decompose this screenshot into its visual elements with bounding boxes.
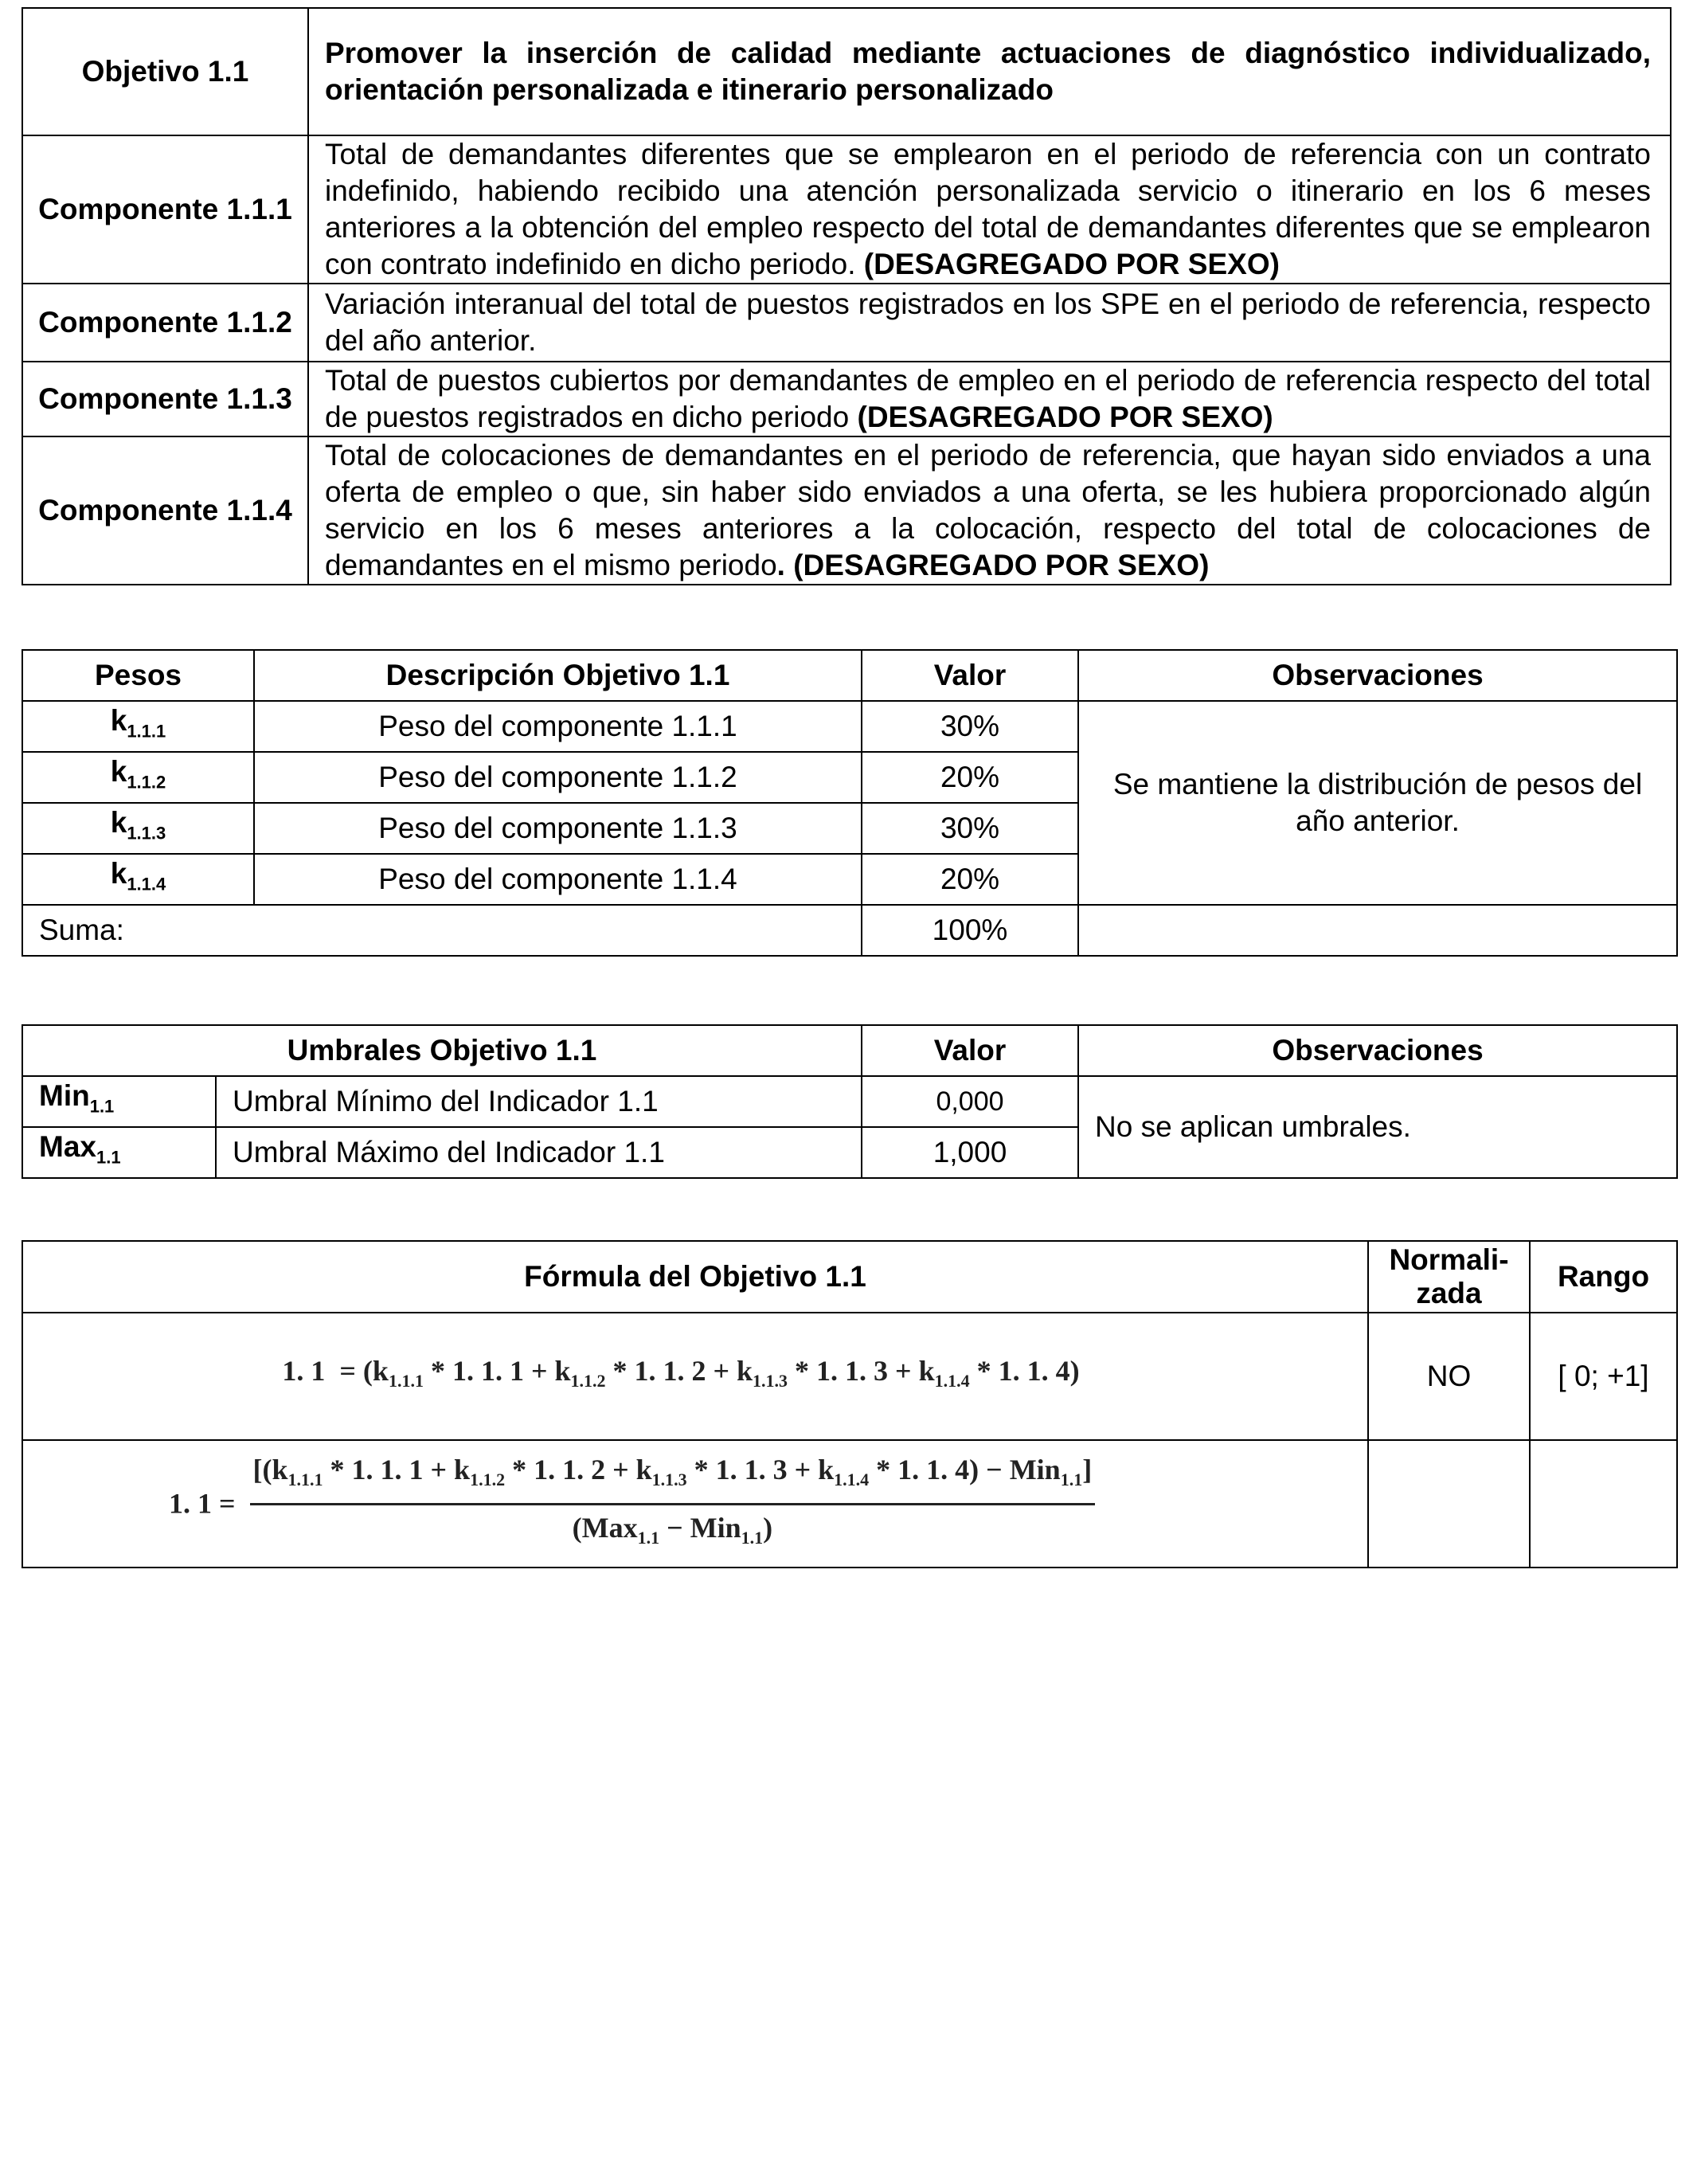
formula-k-sub: 1.1.4 bbox=[934, 1371, 970, 1391]
formula-k-sub: 1.1.2 bbox=[470, 1470, 506, 1490]
threshold-symbol-text: Max bbox=[39, 1130, 96, 1164]
formula-lhs: 1. 1 bbox=[282, 1355, 326, 1388]
formula-min: Min bbox=[1009, 1454, 1061, 1486]
objective-table bbox=[22, 7, 1671, 585]
formula-term: * 1. 1. 3 + bbox=[686, 1454, 819, 1486]
weight-symbol-sub: 1.1.2 bbox=[127, 772, 166, 793]
weights-table bbox=[22, 649, 1678, 957]
formula-k-sub: 1.1.2 bbox=[570, 1371, 606, 1391]
weight-symbol-sub: 1.1.4 bbox=[127, 874, 166, 894]
formula-k: k bbox=[918, 1355, 935, 1388]
thresholds-header-row bbox=[22, 1025, 1677, 1076]
formula-table bbox=[22, 1240, 1678, 1568]
formula-term: * 1. 1. 1 + bbox=[423, 1355, 555, 1388]
formula-min-sub: 1.1 bbox=[1060, 1470, 1083, 1490]
formula-numerator bbox=[250, 1452, 1096, 1505]
weight-symbol-k: k bbox=[110, 806, 127, 840]
thresholds-observation: No se aplican umbrales. bbox=[1078, 1076, 1677, 1178]
weights-header: Pesos bbox=[22, 650, 254, 701]
formula-k-sub: 1.1.3 bbox=[651, 1470, 687, 1490]
formula-k: k bbox=[372, 1355, 389, 1388]
weight-value: 20% bbox=[862, 752, 1078, 803]
formula-term: * 1. 1. 4) − bbox=[869, 1454, 1010, 1486]
formula-expression bbox=[282, 1355, 1080, 1391]
formula-cell bbox=[22, 1440, 1368, 1568]
formula-term: * 1. 1. 4) bbox=[969, 1355, 1080, 1388]
threshold-symbol-text: Min bbox=[39, 1079, 90, 1113]
component-note: (DESAGREGADO POR SEXO) bbox=[863, 248, 1280, 280]
formula-bracket: ) bbox=[763, 1511, 773, 1544]
formula-normalized-row bbox=[22, 1440, 1677, 1568]
formula-term: − bbox=[659, 1511, 690, 1544]
objective-title: Promover la inserción de calidad mediante actuaciones de diagnóstico individualizado, orientación personalizada e itinerario personalizado bbox=[308, 8, 1671, 135]
weight-description: Peso del componente 1.1.3 bbox=[254, 803, 862, 854]
component-text: Total de puestos cubiertos por demandantes de empleo en el periodo de referencia respecto del total de puestos registrados en dicho periodo bbox=[325, 364, 1651, 433]
thresholds-table bbox=[22, 1024, 1678, 1179]
weight-row bbox=[22, 701, 1677, 752]
formula-normalized-expression bbox=[169, 1454, 1095, 1548]
weights-header: Observaciones bbox=[1078, 650, 1677, 701]
component-text: Total de demandantes diferentes que se emplearon en el periodo de referencia con un contrato indefinido, habiendo recibido una atención personalizada servicio o itinerario en los 6 meses anteriores a la obtención del empleo respecto del total de demandantes diferentes que se emplearon con contrato indefinido en dicho periodo. bbox=[325, 138, 1651, 280]
component-description bbox=[308, 135, 1671, 284]
formula-normalized-empty bbox=[1368, 1440, 1530, 1568]
weight-value: 30% bbox=[862, 803, 1078, 854]
formula-k: k bbox=[818, 1454, 835, 1486]
formula-term: * 1. 1. 2 + bbox=[605, 1355, 737, 1388]
formula-bracket: ( bbox=[572, 1511, 582, 1544]
formula-cell bbox=[22, 1313, 1368, 1440]
threshold-symbol-sub: 1.1 bbox=[96, 1147, 121, 1168]
threshold-description: Umbral Mínimo del Indicador 1.1 bbox=[216, 1076, 862, 1127]
weight-symbol-k: k bbox=[110, 857, 127, 890]
formula-range-empty bbox=[1530, 1440, 1677, 1568]
formula-k-sub: 1.1.4 bbox=[834, 1470, 870, 1490]
weights-sum-empty bbox=[1078, 905, 1677, 956]
component-label: Componente 1.1.3 bbox=[22, 362, 308, 436]
weights-sum-row bbox=[22, 905, 1677, 956]
weights-observation: Se mantiene la distribución de pesos del año anterior. bbox=[1078, 701, 1677, 905]
weight-description: Peso del componente 1.1.1 bbox=[254, 701, 862, 752]
component-label: Componente 1.1.1 bbox=[22, 135, 308, 284]
weight-symbol-k: k bbox=[110, 755, 127, 789]
weight-symbol-sub: 1.1.1 bbox=[127, 721, 166, 742]
weights-header: Valor bbox=[862, 650, 1078, 701]
formula-k-sub: 1.1.1 bbox=[287, 1470, 323, 1490]
component-row bbox=[22, 284, 1671, 362]
weight-description: Peso del componente 1.1.4 bbox=[254, 854, 862, 905]
formula-k-sub: 1.1.1 bbox=[388, 1371, 424, 1391]
threshold-description: Umbral Máximo del Indicador 1.1 bbox=[216, 1127, 862, 1178]
formula-range: [ 0; +1] bbox=[1530, 1313, 1677, 1440]
threshold-symbol-sub: 1.1 bbox=[89, 1096, 115, 1117]
objective-row bbox=[22, 8, 1671, 135]
threshold-value: 0,000 bbox=[862, 1076, 1078, 1127]
weight-value: 30% bbox=[862, 701, 1078, 752]
threshold-symbol bbox=[22, 1127, 216, 1178]
component-label: Componente 1.1.4 bbox=[22, 436, 308, 585]
component-label: Componente 1.1.2 bbox=[22, 284, 308, 362]
formula-eq: = ( bbox=[339, 1355, 373, 1388]
formula-normalized: NO bbox=[1368, 1313, 1530, 1440]
formula-term: * 1. 1. 2 + bbox=[505, 1454, 636, 1486]
formula-bracket: ] bbox=[1082, 1454, 1093, 1486]
weight-symbol-sub: 1.1.3 bbox=[127, 823, 166, 843]
objective-label: Objetivo 1.1 bbox=[22, 8, 308, 135]
threshold-row bbox=[22, 1076, 1677, 1127]
component-row bbox=[22, 135, 1671, 284]
formula-k: k bbox=[737, 1355, 753, 1388]
threshold-symbol bbox=[22, 1076, 216, 1127]
formula-max: Max bbox=[581, 1511, 638, 1544]
formula-term: * 1. 1. 3 + bbox=[788, 1355, 919, 1388]
formula-header-row bbox=[22, 1241, 1677, 1313]
formula-lhs: 1. 1 = bbox=[169, 1488, 236, 1520]
formula-header: Fórmula del Objetivo 1.1 bbox=[22, 1241, 1368, 1313]
component-description bbox=[308, 284, 1671, 362]
formula-k: k bbox=[454, 1454, 471, 1486]
component-note: (DESAGREGADO POR SEXO) bbox=[857, 401, 1273, 433]
formula-k: k bbox=[554, 1355, 571, 1388]
formula-k: k bbox=[635, 1454, 652, 1486]
weights-sum-value: 100% bbox=[862, 905, 1078, 956]
formula-k-sub: 1.1.3 bbox=[753, 1371, 788, 1391]
formula-min-sub: 1.1 bbox=[741, 1527, 764, 1548]
component-description bbox=[308, 362, 1671, 436]
weights-header: Descripción Objetivo 1.1 bbox=[254, 650, 862, 701]
weight-symbol bbox=[22, 803, 254, 854]
component-row bbox=[22, 362, 1671, 436]
component-note: . (DESAGREGADO POR SEXO) bbox=[776, 549, 1210, 581]
weight-symbol-k: k bbox=[110, 704, 127, 738]
component-text: Variación interanual del total de puestos registrados en los SPE en el periodo de referencia, respecto del año anterior. bbox=[325, 288, 1651, 357]
formula-fraction bbox=[250, 1452, 1096, 1555]
weight-symbol bbox=[22, 854, 254, 905]
weight-symbol bbox=[22, 701, 254, 752]
formula-header: Rango bbox=[1530, 1241, 1677, 1313]
weights-sum-label: Suma: bbox=[22, 905, 862, 956]
formula-min: Min bbox=[690, 1511, 741, 1544]
weight-symbol bbox=[22, 752, 254, 803]
weights-header-row bbox=[22, 650, 1677, 701]
weight-description: Peso del componente 1.1.2 bbox=[254, 752, 862, 803]
weight-value: 20% bbox=[862, 854, 1078, 905]
threshold-value: 1,000 bbox=[862, 1127, 1078, 1178]
formula-header-normalized: Normali- zada bbox=[1368, 1241, 1530, 1313]
component-description bbox=[308, 436, 1671, 585]
formula-row bbox=[22, 1313, 1677, 1440]
formula-bracket: [( bbox=[252, 1454, 272, 1486]
thresholds-header: Valor bbox=[862, 1025, 1078, 1076]
formula-max-sub: 1.1 bbox=[637, 1527, 660, 1548]
formula-term: * 1. 1. 1 + bbox=[323, 1454, 455, 1486]
formula-k: k bbox=[272, 1454, 288, 1486]
component-text: Total de colocaciones de demandantes en el periodo de referencia, que hayan sido enviados a una oferta de empleo o que, sin haber sido enviados a una oferta, se les hubiera proporcionado algún servicio en los 6 meses anteriores a la colocación, respecto del total de colocaciones de demandantes en el mismo periodo bbox=[325, 439, 1651, 581]
thresholds-header: Umbrales Objetivo 1.1 bbox=[22, 1025, 862, 1076]
component-row bbox=[22, 436, 1671, 585]
thresholds-header: Observaciones bbox=[1078, 1025, 1677, 1076]
formula-denominator bbox=[250, 1505, 1096, 1556]
